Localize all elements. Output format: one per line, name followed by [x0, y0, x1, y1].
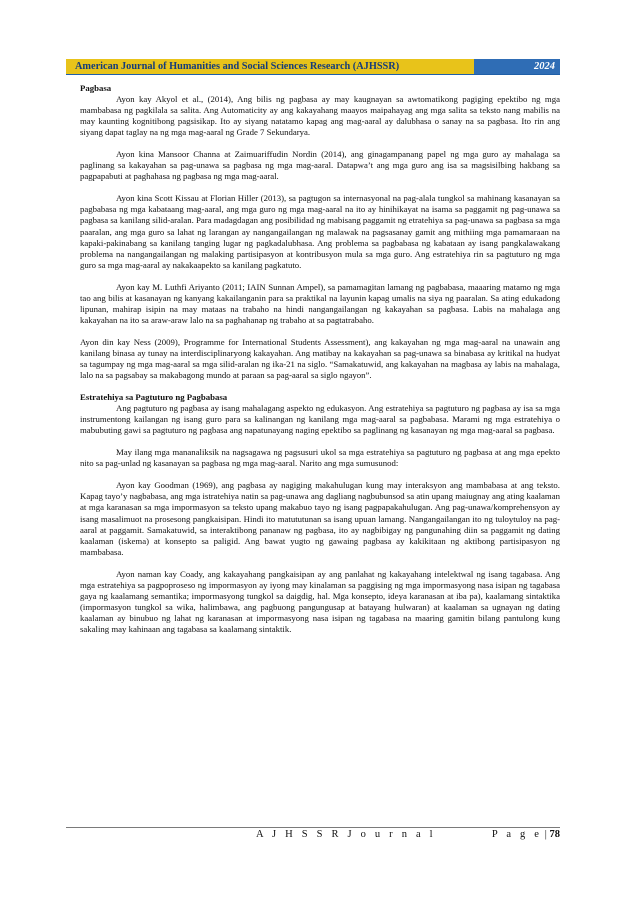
footer-divider [66, 827, 560, 828]
paragraph-ness: Ayon din kay Ness (2009), Programme for International Students Assessment), ang kakayahan ng mga mag-aaral na unawain ang kanilang binasa ay tunay na interdisciplinaryong kakayahan. Ang matibay na kakayahan sa pag-unawa sa binabasa ay kritikal na hudyat sa tagumpay ng mga mag-aaral sa mga silid-aralan ng ika-21 na siglo. “Samakatuwid, ang kakayahan na magbasa ay labis na mahalaga, lalo na sa pagsabay sa makabagong mundo at paraan sa pag-aaral sa siglo ngayon”. [80, 336, 560, 381]
page-label: P a g e [491, 829, 543, 840]
section-heading-estratehiya: Estratehiya sa Pagtuturo ng Pagbabasa [80, 392, 228, 403]
footer-journal-name: A J H S S R J o u r n a l [256, 829, 436, 840]
paragraph-ariyanto: Ayon kay M. Luthfi Ariyanto (2011; IAIN Sunnan Ampel), sa pamamagitan lamang ng pagbabasa, maaaring matamo ng mga tao ang bilis at kasanayan ng kanyang kakailanganin para sa praktikal na layunin kapag umalis na siya ng paaralan. Sa ating edukadong lipunan, mahirap isipin na may mataas na trabaho na hindi nangangailangan ng kakayahan sa pagbasa. Labis na mahalaga ang kakayahan na ito sa araw-araw lalo na sa paghahanap ng trabaho at sa pagtatrabaho. [80, 281, 560, 325]
paragraph-pagtuturo: Ang pagtuturo ng pagbasa ay isang mahalagang aspekto ng edukasyon. Ang estratehiya sa pagtuturo ng pagbasa ay isa sa mga instrumentong kailangan ng isang guro para sa kalinangan ng kanilang mga mag-aaral sa pagbabasa. Marami ng mga estratehiya o mabubuting gawi sa pagtuturo ng pagbasa ang napatunayang naging epektibo sa paglinang ng kasanayan ng mga mag-aaral sa pagbasa. [80, 403, 560, 436]
publication-year: 2024 [534, 61, 555, 72]
page-number: 78 [549, 829, 560, 840]
article-body [80, 83, 560, 635]
journal-title: American Journal of Humanities and Social Sciences Research (AJHSSR) [75, 61, 400, 72]
paragraph-goodman: Ayon kay Goodman (1969), ang pagbasa ay nagiging makahulugan kung may interaksyon ang mambabasa at ang teksto. Kapag tayo’y nagbabasa, ang mga istratehiya natin sa pag-unawa ang dagliang nagbubunsod sa atin upang maiugnay ang ating kaalaman at mga karanasan sa mga impormasyon sa teksto upang makabuo tayo ng isang pagpapakahulugan. Ang pag-unawa/komprehensyon ay isang masalimuot na prosesong pangkaisipan. Hindi ito matututunan sa isang upuan lamang. Nangangailangan ito ng tuloytuloy na pag-aaral at paggamit. Samakatuwid, sa interaktibong pananaw ng pagbasa, ito ay nagbibigay ng pangunahing diin sa paggamit ng dating kaalaman (iskema) at konsepto sa paligid. Ang bawat yugto ng gawaing pagbasa ay kakikitaan ng aktibong partisipasyon ng mambabasa. [80, 480, 560, 557]
paragraph-kissau-hiller: Ayon kina Scott Kissau at Florian Hiller (2013), sa pagtugon sa internasyonal na pag-alala tungkol sa mahinang kasanayan sa pagbabasa ng mga kabataang mag-aaral, ang mga guro ng mga mag-aaral na ito ay hinihikayat na isama sa paggamit ng pag-unawa sa pagbasa sa kanilang silid-aralan. Para madagdagan ang posibilidad ng mabisang paggamit ng etratehiya sa pag-unawa sa pagbasa sa mga paaralan, ang mga guro sa lahat ng larangan ay nangangailangan ng malawak na pagsasanay gamit ang mithiing mga pamamaraan na kapaki-pakinabang sa kanilang tanging lugar ng pagkadalubhasa. Ang problema sa pagbabasa ng kabataan ay isang pangkalawakang problema na nangangailangan ng malaking partisipasyon at kontribusyon mula sa mga guro. Ang estratehiya rin sa pagtuturo ng mga guro sa mga mag-aaral ay nakakaapekto sa kanilang pagkatuto. [80, 193, 560, 270]
journal-header-bar [66, 59, 560, 75]
year-box [474, 59, 560, 74]
paragraph-coady: Ayon naman kay Coady, ang kakayahang pangkaisipan ay ang panlahat ng kakayahang intelektwal ng isang tagabasa. Ang mga estratehiya sa pagpoproseso ng impormasyon ay iyong may kinalaman sa paggising ng mga impormasyong nasa isipan ng tagabasa gaya ng kaalamang semantika; impormasyong tungkol sa daigdig, hal. Mga konsepto, ideya karanasan at iba pa), kaalamang sintaktika (impormasyon tungkol sa wika, halimbawa, ang pagbuong pangungusap at batayang hulwaran) at kaalaman sa ugnayan ng dating kaalaman ay binubuo ng lahat ng karanasan at impormasyong nasa isipan ng tagabasa na maaring gamitin bilang pantulong kung sakaling may kahinaan ang tagabasa sa kaalamang sintaktik. [80, 568, 560, 634]
section-heading-pagbasa: Pagbasa [80, 83, 112, 93]
page-separator: | [542, 829, 550, 840]
paragraph-mananaliksik: May ilang mga mananaliksik na nagsagawa ng pagsusuri ukol sa mga estratehiya sa pagtuturo ng pagbasa at ang mga epekto nito sa pag-unlad ng kasanayan sa pagbasa ng mga mag-aaral. Narito ang mga sumusunod: [80, 447, 560, 469]
footer-page-indicator [492, 829, 560, 840]
paragraph-channa-nordin: Ayon kina Mansoor Channa at Zaimuariffudin Nordin (2014), ang ginagampanang papel ng mga guro ay mahalaga sa paglinang sa kakayahan sa pag-unawa sa pagbasa ng mga mag-aaral. Datapwa’t ang mga guro ang isa sa magsisilbing hakbang sa pagpapabuti at paghahasa ng pagbasa ng mga mag-aaral. [80, 149, 560, 182]
paragraph-akyol: Ayon kay Akyol et al., (2014), Ang bilis ng pagbasa ay may kaugnayan sa awtomatikong pagiging epektibo ng mga mambabasa ng pagkilala sa salita. Ang Automaticity ay ang kakayahang maayos maipahayag ang mga salita sa teksto nang mabilis na may kaunting kognitibong pagsisikap. Ito ay siyang natatamo kapag ang mag-aaral ay dalubhasa o sanay na sa pagbasa. Ito rin ang siyang dapat taglay na ng mga mag-aaral ng Grade 7 Sekundarya. [80, 94, 560, 138]
